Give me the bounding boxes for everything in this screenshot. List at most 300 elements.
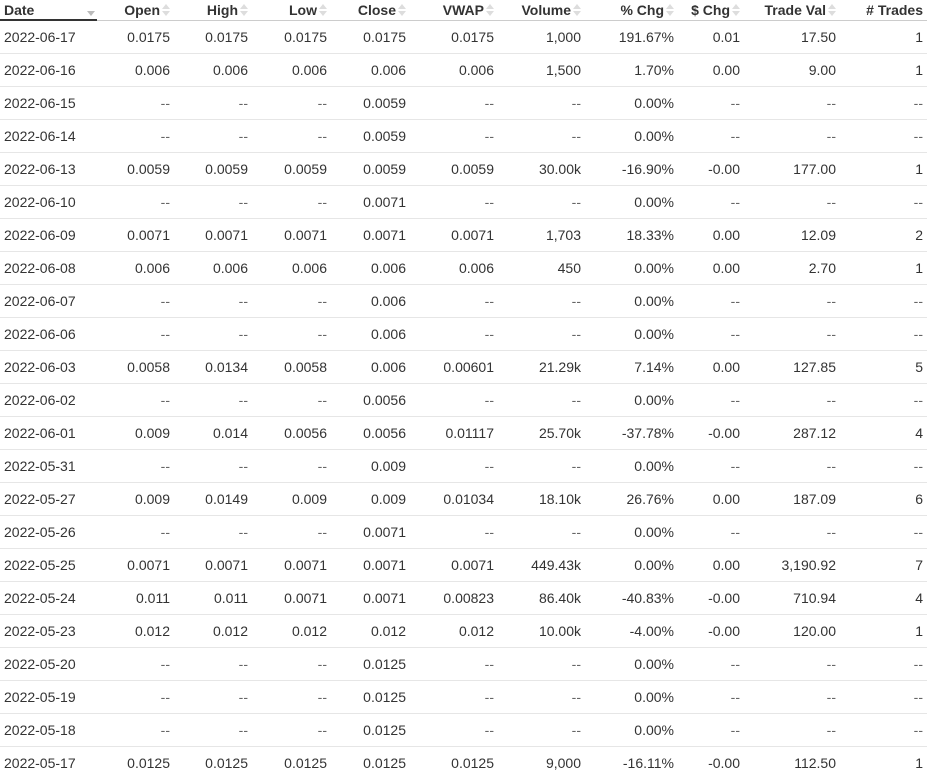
close-cell: 0.0071 <box>331 549 410 582</box>
trades-cell: 1 <box>840 747 927 774</box>
low-cell: -- <box>252 384 331 417</box>
table-row <box>0 681 927 714</box>
close-cell: 0.0175 <box>331 20 410 54</box>
table-row <box>0 417 927 450</box>
trades-cell: 1 <box>840 252 927 285</box>
close-cell: 0.0125 <box>331 714 410 747</box>
pct-chg-cell: 0.00% <box>585 681 678 714</box>
low-cell: -- <box>252 318 331 351</box>
date-cell: 2022-05-24 <box>0 582 97 615</box>
column-header-trades[interactable] <box>840 0 927 20</box>
trades-cell: 2 <box>840 219 927 252</box>
close-cell: 0.012 <box>331 615 410 648</box>
high-cell: -- <box>174 681 252 714</box>
table-row <box>0 54 927 87</box>
volume-cell: -- <box>498 87 585 120</box>
date-cell: 2022-06-01 <box>0 417 97 450</box>
date-cell: 2022-05-23 <box>0 615 97 648</box>
pct-chg-cell: 0.00% <box>585 285 678 318</box>
high-cell: -- <box>174 450 252 483</box>
table-row <box>0 285 927 318</box>
trades-cell: -- <box>840 714 927 747</box>
trade-val-cell: -- <box>744 285 840 318</box>
vwap-cell: -- <box>410 714 498 747</box>
open-cell: -- <box>97 186 174 219</box>
date-cell: 2022-05-20 <box>0 648 97 681</box>
dollar-chg-cell: -- <box>678 516 744 549</box>
open-cell: 0.0071 <box>97 549 174 582</box>
volume-cell: -- <box>498 714 585 747</box>
open-cell: 0.009 <box>97 483 174 516</box>
trade-val-cell: -- <box>744 681 840 714</box>
close-cell: 0.0071 <box>331 186 410 219</box>
trades-cell: -- <box>840 384 927 417</box>
dollar-chg-cell: -0.00 <box>678 615 744 648</box>
trades-cell: 4 <box>840 417 927 450</box>
volume-cell: -- <box>498 186 585 219</box>
pct-chg-cell: -4.00% <box>585 615 678 648</box>
table-header <box>0 0 927 20</box>
dollar-chg-cell: 0.00 <box>678 351 744 384</box>
high-cell: -- <box>174 87 252 120</box>
table-row <box>0 153 927 186</box>
vwap-cell: 0.006 <box>410 54 498 87</box>
trades-cell: 7 <box>840 549 927 582</box>
low-cell: -- <box>252 648 331 681</box>
pct-chg-cell: 0.00% <box>585 252 678 285</box>
date-cell: 2022-05-25 <box>0 549 97 582</box>
dollar-chg-cell: 0.00 <box>678 219 744 252</box>
pct-chg-cell: 0.00% <box>585 87 678 120</box>
volume-cell: -- <box>498 384 585 417</box>
pct-chg-cell: 0.00% <box>585 549 678 582</box>
low-cell: 0.0058 <box>252 351 331 384</box>
volume-cell: -- <box>498 285 585 318</box>
column-header-label: Date <box>4 1 35 18</box>
dollar-chg-cell: -- <box>678 384 744 417</box>
column-header-label: High <box>206 1 238 18</box>
volume-cell: -- <box>498 648 585 681</box>
open-cell: -- <box>97 87 174 120</box>
volume-cell: 86.40k <box>498 582 585 615</box>
dollar-chg-cell: -0.00 <box>678 153 744 186</box>
date-cell: 2022-06-16 <box>0 54 97 87</box>
volume-cell: 450 <box>498 252 585 285</box>
trades-cell: 1 <box>840 20 927 54</box>
pct-chg-cell: 0.00% <box>585 384 678 417</box>
volume-cell: 30.00k <box>498 153 585 186</box>
trades-cell: 6 <box>840 483 927 516</box>
high-cell: 0.014 <box>174 417 252 450</box>
low-cell: -- <box>252 285 331 318</box>
low-cell: 0.0059 <box>252 153 331 186</box>
vwap-cell: 0.01034 <box>410 483 498 516</box>
close-cell: 0.006 <box>331 351 410 384</box>
trade-val-cell: -- <box>744 120 840 153</box>
high-cell: 0.011 <box>174 582 252 615</box>
trades-cell: -- <box>840 120 927 153</box>
volume-cell: 1,703 <box>498 219 585 252</box>
vwap-cell: -- <box>410 384 498 417</box>
trade-val-cell: -- <box>744 186 840 219</box>
sort-icon <box>398 4 406 16</box>
date-cell: 2022-05-19 <box>0 681 97 714</box>
trades-cell: -- <box>840 87 927 120</box>
trades-cell: -- <box>840 318 927 351</box>
close-cell: 0.006 <box>331 54 410 87</box>
table-row <box>0 747 927 774</box>
vwap-cell: 0.0059 <box>410 153 498 186</box>
high-cell: -- <box>174 186 252 219</box>
table-row <box>0 318 927 351</box>
date-cell: 2022-05-27 <box>0 483 97 516</box>
close-cell: 0.0056 <box>331 417 410 450</box>
close-cell: 0.0071 <box>331 582 410 615</box>
open-cell: -- <box>97 648 174 681</box>
trade-val-cell: 127.85 <box>744 351 840 384</box>
open-cell: 0.0175 <box>97 20 174 54</box>
trades-cell: -- <box>840 516 927 549</box>
table-body <box>0 20 927 774</box>
trades-cell: 4 <box>840 582 927 615</box>
dollar-chg-cell: -- <box>678 681 744 714</box>
volume-cell: 1,500 <box>498 54 585 87</box>
date-cell: 2022-06-14 <box>0 120 97 153</box>
trades-cell: 1 <box>840 54 927 87</box>
table-row <box>0 516 927 549</box>
high-cell: -- <box>174 516 252 549</box>
vwap-cell: 0.0071 <box>410 549 498 582</box>
low-cell: 0.006 <box>252 252 331 285</box>
dollar-chg-cell: -0.00 <box>678 582 744 615</box>
table-row <box>0 615 927 648</box>
dollar-chg-cell: -- <box>678 450 744 483</box>
dollar-chg-cell: 0.00 <box>678 54 744 87</box>
close-cell: 0.0071 <box>331 516 410 549</box>
high-cell: 0.0125 <box>174 747 252 774</box>
high-cell: -- <box>174 318 252 351</box>
date-cell: 2022-06-09 <box>0 219 97 252</box>
vwap-cell: -- <box>410 516 498 549</box>
vwap-cell: 0.006 <box>410 252 498 285</box>
column-header-close[interactable] <box>331 0 410 20</box>
trade-val-cell: 287.12 <box>744 417 840 450</box>
close-cell: 0.009 <box>331 450 410 483</box>
low-cell: 0.012 <box>252 615 331 648</box>
low-cell: 0.0071 <box>252 582 331 615</box>
table-row <box>0 219 927 252</box>
table-row <box>0 20 927 54</box>
date-cell: 2022-06-08 <box>0 252 97 285</box>
column-header-label: $ Chg <box>691 1 730 18</box>
sort-icon <box>732 4 740 16</box>
close-cell: 0.0059 <box>331 120 410 153</box>
column-header-volume[interactable] <box>498 0 585 20</box>
open-cell: 0.009 <box>97 417 174 450</box>
column-header-low[interactable] <box>252 0 331 20</box>
date-cell: 2022-05-17 <box>0 747 97 774</box>
volume-cell: 449.43k <box>498 549 585 582</box>
low-cell: -- <box>252 681 331 714</box>
pct-chg-cell: 0.00% <box>585 714 678 747</box>
high-cell: 0.0071 <box>174 549 252 582</box>
column-header-pct-chg[interactable] <box>585 0 678 20</box>
low-cell: 0.0071 <box>252 549 331 582</box>
trades-cell: 1 <box>840 615 927 648</box>
pct-chg-cell: -40.83% <box>585 582 678 615</box>
sort-icon <box>666 4 674 16</box>
open-cell: -- <box>97 285 174 318</box>
close-cell: 0.0125 <box>331 681 410 714</box>
open-cell: -- <box>97 318 174 351</box>
vwap-cell: -- <box>410 186 498 219</box>
open-cell: 0.0125 <box>97 747 174 774</box>
dollar-chg-cell: 0.00 <box>678 483 744 516</box>
open-cell: 0.006 <box>97 54 174 87</box>
trade-val-cell: 12.09 <box>744 219 840 252</box>
vwap-cell: 0.0071 <box>410 219 498 252</box>
date-cell: 2022-06-13 <box>0 153 97 186</box>
pct-chg-cell: -16.90% <box>585 153 678 186</box>
close-cell: 0.006 <box>331 318 410 351</box>
open-cell: 0.012 <box>97 615 174 648</box>
pct-chg-cell: 0.00% <box>585 318 678 351</box>
table-row <box>0 87 927 120</box>
trade-val-cell: 17.50 <box>744 20 840 54</box>
low-cell: -- <box>252 87 331 120</box>
low-cell: 0.0175 <box>252 20 331 54</box>
date-cell: 2022-05-31 <box>0 450 97 483</box>
open-cell: 0.006 <box>97 252 174 285</box>
vwap-cell: -- <box>410 681 498 714</box>
close-cell: 0.009 <box>331 483 410 516</box>
table-row <box>0 450 927 483</box>
close-cell: 0.006 <box>331 285 410 318</box>
vwap-cell: -- <box>410 450 498 483</box>
high-cell: -- <box>174 714 252 747</box>
pct-chg-cell: 1.70% <box>585 54 678 87</box>
pct-chg-cell: 0.00% <box>585 648 678 681</box>
pct-chg-cell: -37.78% <box>585 417 678 450</box>
volume-cell: -- <box>498 450 585 483</box>
date-cell: 2022-05-26 <box>0 516 97 549</box>
column-header-label: VWAP <box>442 1 484 18</box>
sort-icon <box>486 4 494 16</box>
low-cell: -- <box>252 120 331 153</box>
low-cell: 0.0125 <box>252 747 331 774</box>
dollar-chg-cell: 0.00 <box>678 549 744 582</box>
open-cell: -- <box>97 450 174 483</box>
column-header-label: Low <box>289 1 317 18</box>
low-cell: 0.0056 <box>252 417 331 450</box>
vwap-cell: 0.0175 <box>410 20 498 54</box>
vwap-cell: -- <box>410 285 498 318</box>
sort-icon <box>319 4 327 16</box>
low-cell: 0.0071 <box>252 219 331 252</box>
open-cell: 0.0059 <box>97 153 174 186</box>
column-header-label: Close <box>357 1 396 18</box>
column-header-label: # Trades <box>866 1 923 18</box>
column-header-date[interactable] <box>0 0 97 20</box>
high-cell: -- <box>174 285 252 318</box>
table-row <box>0 186 927 219</box>
date-cell: 2022-06-03 <box>0 351 97 384</box>
table-row <box>0 648 927 681</box>
date-cell: 2022-06-15 <box>0 87 97 120</box>
column-header-label: Open <box>124 1 160 18</box>
close-cell: 0.0071 <box>331 219 410 252</box>
pct-chg-cell: 0.00% <box>585 120 678 153</box>
trade-val-cell: 187.09 <box>744 483 840 516</box>
low-cell: 0.006 <box>252 54 331 87</box>
low-cell: -- <box>252 516 331 549</box>
pct-chg-cell: 26.76% <box>585 483 678 516</box>
column-header-high[interactable] <box>174 0 252 20</box>
column-header-label: % Chg <box>620 1 664 18</box>
open-cell: -- <box>97 681 174 714</box>
sort-icon <box>828 4 836 16</box>
vwap-cell: 0.0125 <box>410 747 498 774</box>
open-cell: 0.0071 <box>97 219 174 252</box>
high-cell: 0.006 <box>174 54 252 87</box>
open-cell: 0.0058 <box>97 351 174 384</box>
trade-val-cell: 120.00 <box>744 615 840 648</box>
dollar-chg-cell: -- <box>678 714 744 747</box>
sort-icon <box>240 4 248 16</box>
table-row <box>0 384 927 417</box>
column-header-label: Trade Val <box>764 1 826 18</box>
dollar-chg-cell: -- <box>678 648 744 681</box>
date-cell: 2022-06-02 <box>0 384 97 417</box>
high-cell: -- <box>174 648 252 681</box>
table-row <box>0 120 927 153</box>
trade-val-cell: -- <box>744 384 840 417</box>
pct-chg-cell: 0.00% <box>585 186 678 219</box>
trade-val-cell: -- <box>744 87 840 120</box>
low-cell: -- <box>252 186 331 219</box>
high-cell: 0.0134 <box>174 351 252 384</box>
open-cell: -- <box>97 384 174 417</box>
vwap-cell: -- <box>410 648 498 681</box>
vwap-cell: -- <box>410 318 498 351</box>
column-header-label: Volume <box>521 1 571 18</box>
trade-val-cell: 177.00 <box>744 153 840 186</box>
table-row <box>0 252 927 285</box>
column-header-open[interactable] <box>97 0 174 20</box>
dollar-chg-cell: -0.00 <box>678 747 744 774</box>
volume-cell: 25.70k <box>498 417 585 450</box>
vwap-cell: -- <box>410 120 498 153</box>
pct-chg-cell: 18.33% <box>585 219 678 252</box>
vwap-cell: -- <box>410 87 498 120</box>
dollar-chg-cell: -- <box>678 87 744 120</box>
high-cell: 0.0175 <box>174 20 252 54</box>
trades-cell: 1 <box>840 153 927 186</box>
vwap-cell: 0.00601 <box>410 351 498 384</box>
trade-val-cell: 2.70 <box>744 252 840 285</box>
high-cell: 0.0059 <box>174 153 252 186</box>
close-cell: 0.0059 <box>331 153 410 186</box>
dollar-chg-cell: -- <box>678 285 744 318</box>
dollar-chg-cell: -- <box>678 186 744 219</box>
trade-val-cell: -- <box>744 516 840 549</box>
sort-descending-icon <box>87 11 95 16</box>
volume-cell: 21.29k <box>498 351 585 384</box>
vwap-cell: 0.00823 <box>410 582 498 615</box>
dollar-chg-cell: -- <box>678 120 744 153</box>
open-cell: 0.011 <box>97 582 174 615</box>
dollar-chg-cell: 0.01 <box>678 20 744 54</box>
column-header-dollar-chg[interactable] <box>678 0 744 20</box>
high-cell: -- <box>174 384 252 417</box>
vwap-cell: 0.01117 <box>410 417 498 450</box>
trades-cell: 5 <box>840 351 927 384</box>
trade-val-cell: -- <box>744 318 840 351</box>
date-cell: 2022-06-17 <box>0 20 97 54</box>
trade-val-cell: 112.50 <box>744 747 840 774</box>
table-row <box>0 483 927 516</box>
date-cell: 2022-06-07 <box>0 285 97 318</box>
header-row <box>0 0 927 20</box>
trades-cell: -- <box>840 681 927 714</box>
column-header-trade-val[interactable] <box>744 0 840 20</box>
trade-val-cell: 9.00 <box>744 54 840 87</box>
trade-val-cell: 710.94 <box>744 582 840 615</box>
vwap-cell: 0.012 <box>410 615 498 648</box>
pct-chg-cell: 0.00% <box>585 450 678 483</box>
volume-cell: 1,000 <box>498 20 585 54</box>
column-header-vwap[interactable] <box>410 0 498 20</box>
table-row <box>0 549 927 582</box>
close-cell: 0.006 <box>331 252 410 285</box>
table-row <box>0 714 927 747</box>
pct-chg-cell: 0.00% <box>585 516 678 549</box>
low-cell: -- <box>252 450 331 483</box>
table-row <box>0 582 927 615</box>
dollar-chg-cell: -0.00 <box>678 417 744 450</box>
high-cell: 0.0149 <box>174 483 252 516</box>
date-cell: 2022-06-06 <box>0 318 97 351</box>
close-cell: 0.0056 <box>331 384 410 417</box>
sort-icon <box>573 4 581 16</box>
trade-val-cell: -- <box>744 714 840 747</box>
high-cell: -- <box>174 120 252 153</box>
trade-val-cell: 3,190.92 <box>744 549 840 582</box>
open-cell: -- <box>97 120 174 153</box>
trades-cell: -- <box>840 648 927 681</box>
trade-val-cell: -- <box>744 450 840 483</box>
high-cell: 0.006 <box>174 252 252 285</box>
pct-chg-cell: -16.11% <box>585 747 678 774</box>
volume-cell: 10.00k <box>498 615 585 648</box>
dollar-chg-cell: -- <box>678 318 744 351</box>
trades-cell: -- <box>840 450 927 483</box>
low-cell: 0.009 <box>252 483 331 516</box>
low-cell: -- <box>252 714 331 747</box>
open-cell: -- <box>97 714 174 747</box>
high-cell: 0.0071 <box>174 219 252 252</box>
trade-val-cell: -- <box>744 648 840 681</box>
pct-chg-cell: 191.67% <box>585 20 678 54</box>
close-cell: 0.0125 <box>331 648 410 681</box>
volume-cell: -- <box>498 318 585 351</box>
trades-cell: -- <box>840 285 927 318</box>
high-cell: 0.012 <box>174 615 252 648</box>
table-row <box>0 351 927 384</box>
trades-cell: -- <box>840 186 927 219</box>
volume-cell: -- <box>498 516 585 549</box>
volume-cell: 9,000 <box>498 747 585 774</box>
